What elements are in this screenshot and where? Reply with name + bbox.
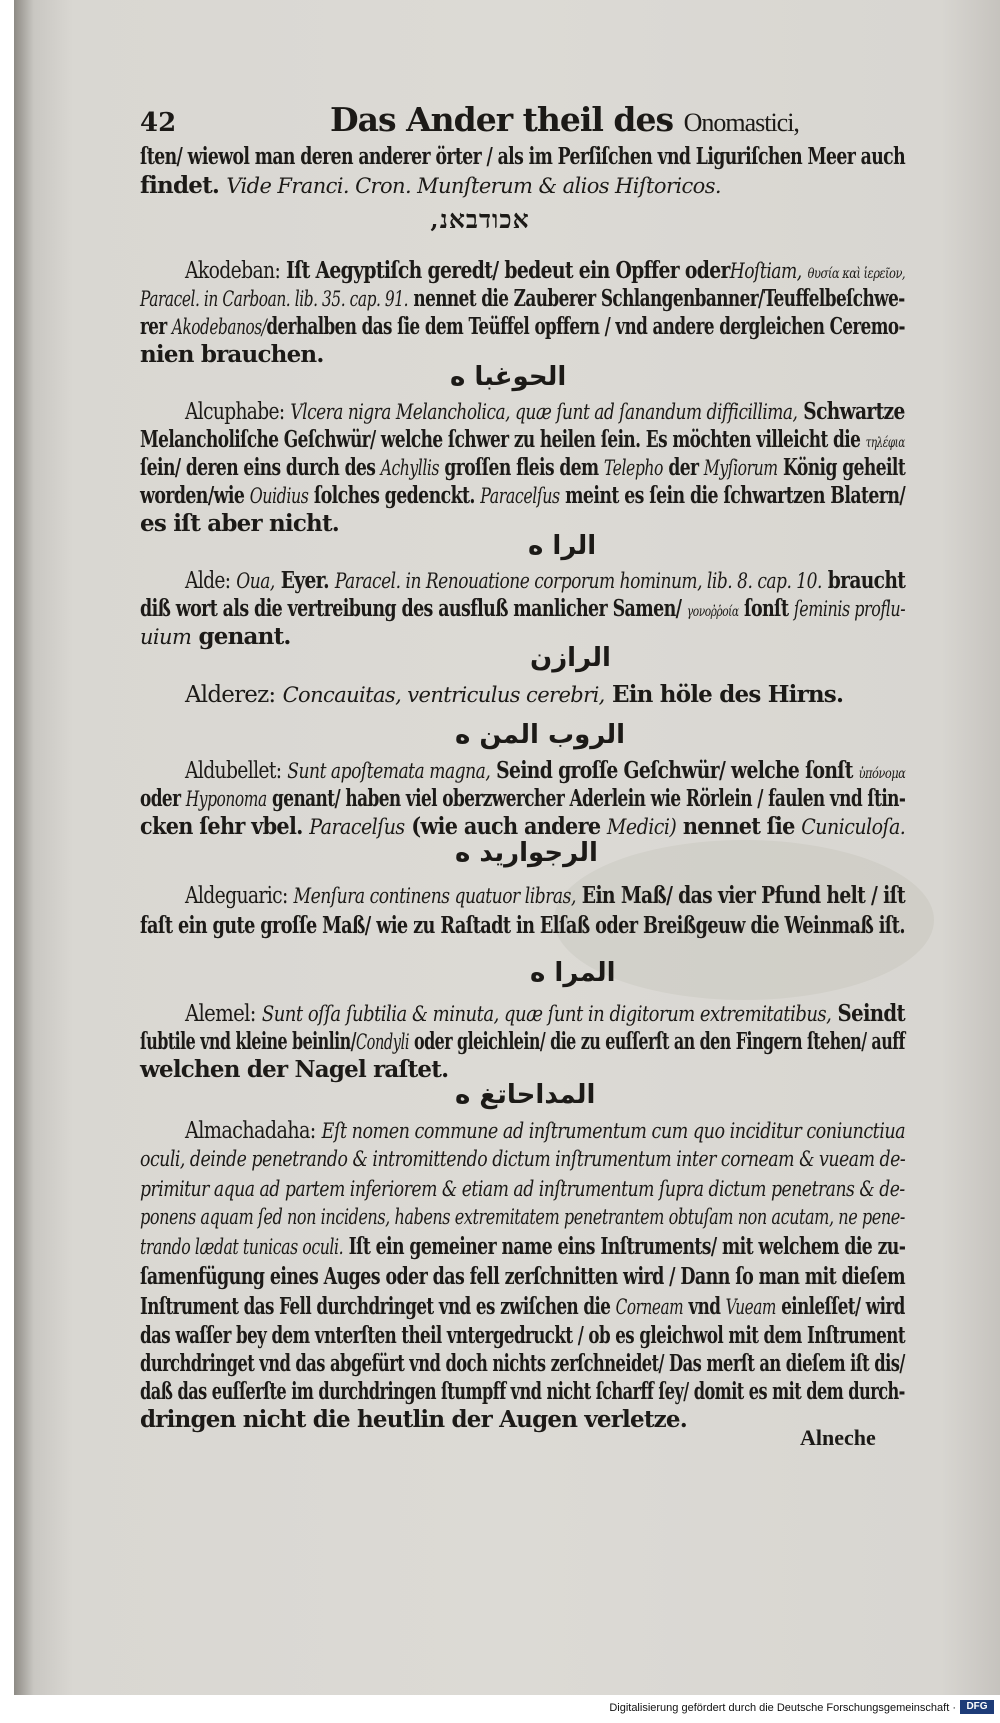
- text-line: worden/wie Ouidius ſolches gedenckt. Paracelſus meint es ſein die ſchwartzen Blatern/: [140, 482, 906, 509]
- text-line: faſt ein gute groſſe Maß/ wie zu Raſtadt in Elſaß oder Breißgeuw die Weinmaß iſt.: [140, 912, 905, 939]
- text-line: Aldubellet: Sunt apoſtemata magna, Seind groſſe Geſchwür/ welche ſonſt ὑπόνομα: [185, 757, 906, 784]
- arabic-heading: الرازن: [530, 643, 611, 673]
- text-line: durchdringet vnd das abgefürt vnd doch nichts zerſchneidet/ Das merſt an dieſem iſt dis/: [140, 1350, 905, 1377]
- text-line: nien brauchen.: [140, 341, 324, 368]
- text-line: Aldeguaric: Menſura continens quatuor libras, Ein Maß/ das vier Pfund helt / iſt: [185, 882, 906, 909]
- entry-term: Alde:: [185, 568, 231, 594]
- text-line: daß das euſſerſte im durchdringen ſtumpff vnd nicht ſcharff ſey/ domit es mit dem durch-: [140, 1378, 905, 1405]
- text-line: Almachadaha: Eſt nomen commune ad inſtrumentum cum quo inciditur coniunctiua: [185, 1118, 906, 1144]
- text-line: Alemel: Sunt oſſa ſubtilia & minuta, quæ ſunt in digitorum extremitatibus, Seindt: [185, 1000, 905, 1027]
- text-line: primitur aqua ad partem inferiorem & etiam ad inſtrumentum ſupra dictum penetrans & de-: [140, 1177, 905, 1201]
- catchword: Alneche: [800, 1425, 876, 1450]
- text-line: findet. Vide Franci. Cron. Munſterum & alios Hiſtoricos.: [140, 172, 721, 199]
- text-line: das waſſer bey dem vnterſten theil vntergedruckt / ob es gleichwol mit dem Inſtrument: [140, 1322, 905, 1349]
- text-line: ſubtile vnd kleine beinlin/Condyli oder gleichlein/ die zu euſſerſt an den Fingern ſtehen/ auff: [140, 1028, 905, 1055]
- text-line: Alcuphabe: Vlcera nigra Melancholica, quæ ſunt ad ſanandum difficillima, Schwartze: [185, 398, 905, 425]
- text-line: trando lædat tunicas oculi. Iſt ein gemeiner name eins Inſtruments/ mit welchem die zu-: [140, 1233, 906, 1260]
- entry-term: Alcuphabe:: [185, 399, 285, 425]
- text-line: cken ſehr vbel. Paracelſus (wie auch andere Medici) nennet ſie Cuniculoſa.: [140, 813, 906, 840]
- text-line: dringen nicht die heutlin der Augen verletze.: [140, 1406, 687, 1433]
- text-line: Inſtrument das Fell durchdringet vnd es zwiſchen die Corneam vnd Vueam einleſſet/ wird: [140, 1293, 905, 1320]
- running-title: Das Ander theil des: [330, 100, 674, 139]
- entry-term: Almachadaha:: [185, 1118, 316, 1144]
- text-line: ponens aquam ſed non incidens, habens extremitatem penetrantem obtuſam non acutam, ne pene-: [140, 1205, 905, 1229]
- text-line: diß wort als die vertreibung des ausfluß manlicher Samen/ γονοῤῥοία ſonſt ſeminis proflu-: [140, 595, 906, 622]
- entry-term: Akodeban:: [185, 258, 281, 284]
- entry-term: Alderez:: [185, 682, 276, 708]
- arabic-heading: المداحاتغ ه: [455, 1080, 596, 1110]
- text-line: es iſt aber nicht.: [140, 510, 340, 537]
- arabic-heading: الرجوارید ه: [455, 838, 598, 868]
- entry-term: Aldeguaric:: [185, 883, 288, 909]
- text-line: ſamenfügung eines Auges oder das fell zerſchnitten wird / Dann ſo man mit dieſem: [140, 1263, 905, 1290]
- entry-term: Alemel:: [185, 1001, 256, 1027]
- text-line: Alderez: Concauitas, ventriculus cerebri, Ein höle des Hirns.: [185, 681, 844, 708]
- text-line: welchen der Nagel raſtet.: [140, 1056, 449, 1083]
- text-line: oder Hyponoma genant/ haben viel oberzwercher Aderlein wie Rörlein / faulen vnd ſtin-: [140, 785, 906, 812]
- arabic-heading: المرا ه: [530, 958, 616, 988]
- text-line: Melancholiſche Geſchwür/ welche ſchwer zu heilen ſein. Es möchten villeicht die τηλέφια: [140, 426, 905, 453]
- text-line: ſten/ wiewol man deren anderer örter / als im Perſiſchen vnd Liguriſchen Meer auch: [140, 143, 906, 170]
- hebrew-heading: ‚אכודבאנ: [430, 205, 530, 234]
- text-line: Alde: Oua, Eyer. Paracel. in Renouatione corporum hominum, lib. 8. cap. 10. braucht: [185, 567, 906, 594]
- text-line: Paracel. in Carboan. lib. 35. cap. 91. nennet die Zauberer Schlangenbanner/Teuffelbeſchwe-: [140, 285, 905, 312]
- running-header: [330, 100, 799, 139]
- text-line: rer Akodebanos/derhalben das ſie dem Teüffel opffern / vnd andere dergleichen Ceremo-: [140, 313, 905, 340]
- arabic-heading: الرا ه: [528, 531, 597, 561]
- arabic-heading: الروب المن ه: [455, 720, 626, 750]
- dfg-logo: DFG: [960, 1700, 994, 1714]
- text-line: oculi, deinde penetrando & intromittendo dictum inſtrumentum inter corneam & vueam de-: [140, 1147, 906, 1171]
- text-line: Akodeban: Iſt Aegyptiſch geredt/ bedeut ein Opffer oderHoſtiam, θυσία καὶ ἱερεῖον,: [185, 257, 906, 284]
- arabic-heading: الحوغبا ه: [450, 362, 567, 392]
- text-line: ſein/ deren eins durch des Achyllis groſſen fleis dem Telepho der Myſiorum König geheilt: [140, 454, 906, 481]
- running-title-end: Onomastici,: [683, 108, 799, 137]
- footer-credit: Digitalisierung gefördert durch die Deutsche Forschungsgemeinschaft ·: [609, 1702, 956, 1714]
- text-line: uium genant.: [140, 623, 291, 650]
- page-number: 42: [140, 108, 177, 138]
- entry-term: Aldubellet:: [185, 758, 282, 784]
